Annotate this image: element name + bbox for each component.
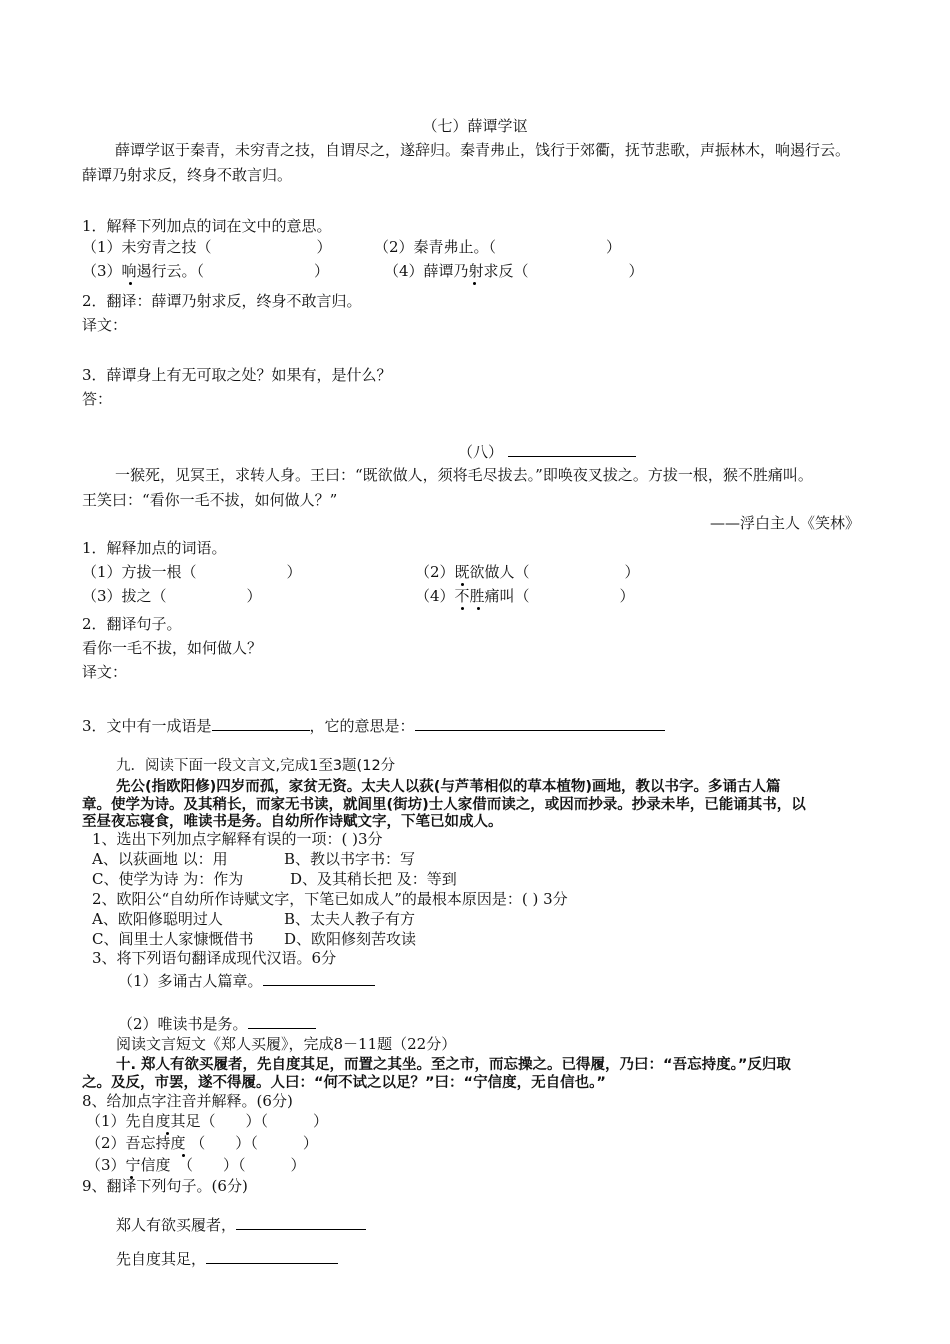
s7-q1-item-4[interactable]: （4）薛谭乃射求反（ ）: [384, 262, 644, 280]
s10-question-9: 9、翻译下列句子。(6分): [82, 1177, 248, 1195]
section-10-heading: 阅读文言短文《郑人买履》，完成8－11题（22分）: [116, 1035, 457, 1053]
s9-q1-option-c[interactable]: C、使学为诗 为：作为: [92, 870, 244, 888]
s9-question-2: 2、欧阳公“自幼所作诗赋文字，下笔已如成人”的最根本原因是：( ) 3分: [92, 890, 568, 908]
section-9-passage-line-1: 先公(指欧阳修)四岁而孤，家贫无资。太夫人以荻(与芦苇相似的草本植物)画地，教以书字。多诵古人篇: [116, 779, 781, 795]
section-8-title-blank[interactable]: [508, 440, 636, 457]
s7-question-1: 1．解释下列加点的词在文中的意思。: [82, 217, 332, 235]
s10-q8-item-3[interactable]: （3）宁信度 （ ）（ ）: [86, 1156, 306, 1174]
idiom-meaning-blank[interactable]: [415, 714, 665, 731]
s9-q1-option-d[interactable]: D、及其稍长把 及：等到: [290, 870, 457, 888]
s9-q2-option-a[interactable]: A、欧阳修聪明过人: [92, 910, 223, 928]
s9-q2-option-c[interactable]: C、闾里士人家慷慨借书: [92, 930, 254, 948]
s9-q1-option-a[interactable]: A、以荻画地 以：用: [92, 850, 228, 868]
section-9-heading: 九．阅读下面一段文言文,完成1至3题(12分: [116, 758, 396, 774]
s9-q1-option-b[interactable]: B、教以书字书：写: [284, 850, 416, 868]
s7-question-3: 3．薛谭身上有无可取之处？如果有，是什么？: [82, 366, 392, 384]
s8-question-3: 3．文中有一成语是 ，它的意思是：: [82, 714, 665, 736]
s10-q9-sentence-1-blank[interactable]: [236, 1213, 366, 1230]
section-7-passage-line-1: 薛谭学讴于秦青，未穷青之技，自谓尽之，遂辞归。秦青弗止，饯行于郊衢，抚节悲歌，声振林木，响遏行云。: [115, 141, 851, 159]
idiom-blank[interactable]: [212, 714, 310, 731]
s9-q3-item-2: （2）唯读书是务。: [118, 1012, 316, 1034]
s8-q1-item-3[interactable]: （3）拔之（ ）: [82, 587, 262, 605]
s9-q2-option-b[interactable]: B、太夫人教子有方: [284, 910, 416, 928]
section-7-passage-line-2: 薛谭乃射求反，终身不敢言归。: [82, 166, 293, 184]
s7-q1-item-2[interactable]: （2）秦青弗止。（ ）: [374, 238, 622, 256]
s10-q9-sentence-1: 郑人有欲买履者，: [116, 1213, 366, 1235]
s8-q1-item-4[interactable]: （4）不胜痛叫（ ）: [415, 587, 635, 605]
s10-q8-item-2[interactable]: （2）吾忘持度 （ ）（ ）: [86, 1134, 318, 1152]
s10-q9-sentence-2-blank[interactable]: [206, 1247, 338, 1264]
s8-translation-label[interactable]: 译文：: [82, 663, 128, 681]
section-7-title: （七）薛谭学讴: [422, 117, 528, 135]
s9-question-3: 3、将下列语句翻译成现代汉语。6分: [92, 949, 337, 967]
s7-q1-item-1[interactable]: （1）未穷青之技（ ）: [82, 238, 332, 256]
s7-answer-label[interactable]: 答：: [82, 390, 113, 408]
s8-question-2: 2．翻译句子。: [82, 615, 182, 633]
s9-q2-option-d[interactable]: D、欧阳修刻苦攻读: [284, 930, 417, 948]
s10-q8-item-1[interactable]: （1）先自度其足（ ）（ ）: [86, 1112, 329, 1130]
section-9-passage-line-3: 至昼夜忘寝食，唯读书是务。自幼所作诗赋文字，下笔已如成人。: [82, 814, 503, 830]
s10-q9-sentence-2: 先自度其足，: [116, 1247, 338, 1269]
s7-question-2: 2．翻译：薛谭乃射求反，终身不敢言归。: [82, 292, 362, 310]
s10-question-8: 8、给加点字注音并解释。(6分): [82, 1092, 293, 1110]
s8-q1-item-1[interactable]: （1）方拔一根（ ）: [82, 563, 302, 581]
s7-translation-label[interactable]: 译文：: [82, 316, 128, 334]
s9-q3-item-2-blank[interactable]: [248, 1012, 316, 1029]
section-10-passage-line-1: 十. 郑人有欲买履者，先自度其足，而置之其坐。至之市，而忘操之。已得履，乃曰：“吾忘持度。”反归取: [116, 1057, 791, 1073]
section-8-passage-line-2: 王笑曰：“看你一毛不拔，如何做人？”: [82, 491, 338, 509]
s8-q2-sentence: 看你一毛不拔，如何做人？: [82, 639, 263, 657]
s7-q1-item-3[interactable]: （3）响遏行云。（ ）: [82, 262, 330, 280]
s9-question-1: 1、选出下列加点字解释有误的一项：( )3分: [92, 830, 383, 848]
section-10-passage-line-2: 之。及反，市罢，遂不得履。人曰：“何不试之以足？”曰：“宁信度，无自信也。”: [82, 1075, 606, 1091]
s8-q1-item-2[interactable]: （2）既欲做人（ ）: [415, 563, 640, 581]
s8-question-1: 1．解释加点的词语。: [82, 539, 227, 557]
s9-q3-item-1-blank[interactable]: [263, 969, 375, 986]
section-8-passage-line-1: 一猴死，见冥王，求转人身。王曰：“既欲做人，须将毛尽拔去。”即唤夜叉拔之。方拔一根，猴不胜痛叫。: [115, 466, 813, 484]
section-8-title: （八）: [458, 440, 636, 462]
s9-q3-item-1: （1）多诵古人篇章。: [118, 969, 375, 991]
section-9-passage-line-2: 章。使学为诗。及其稍长，而家无书读，就闾里(街坊)士人家借而读之，或因而抄录。抄录未毕，已能诵其书，以: [82, 797, 806, 813]
section-8-source: ——浮白主人《笑林》: [709, 514, 860, 532]
